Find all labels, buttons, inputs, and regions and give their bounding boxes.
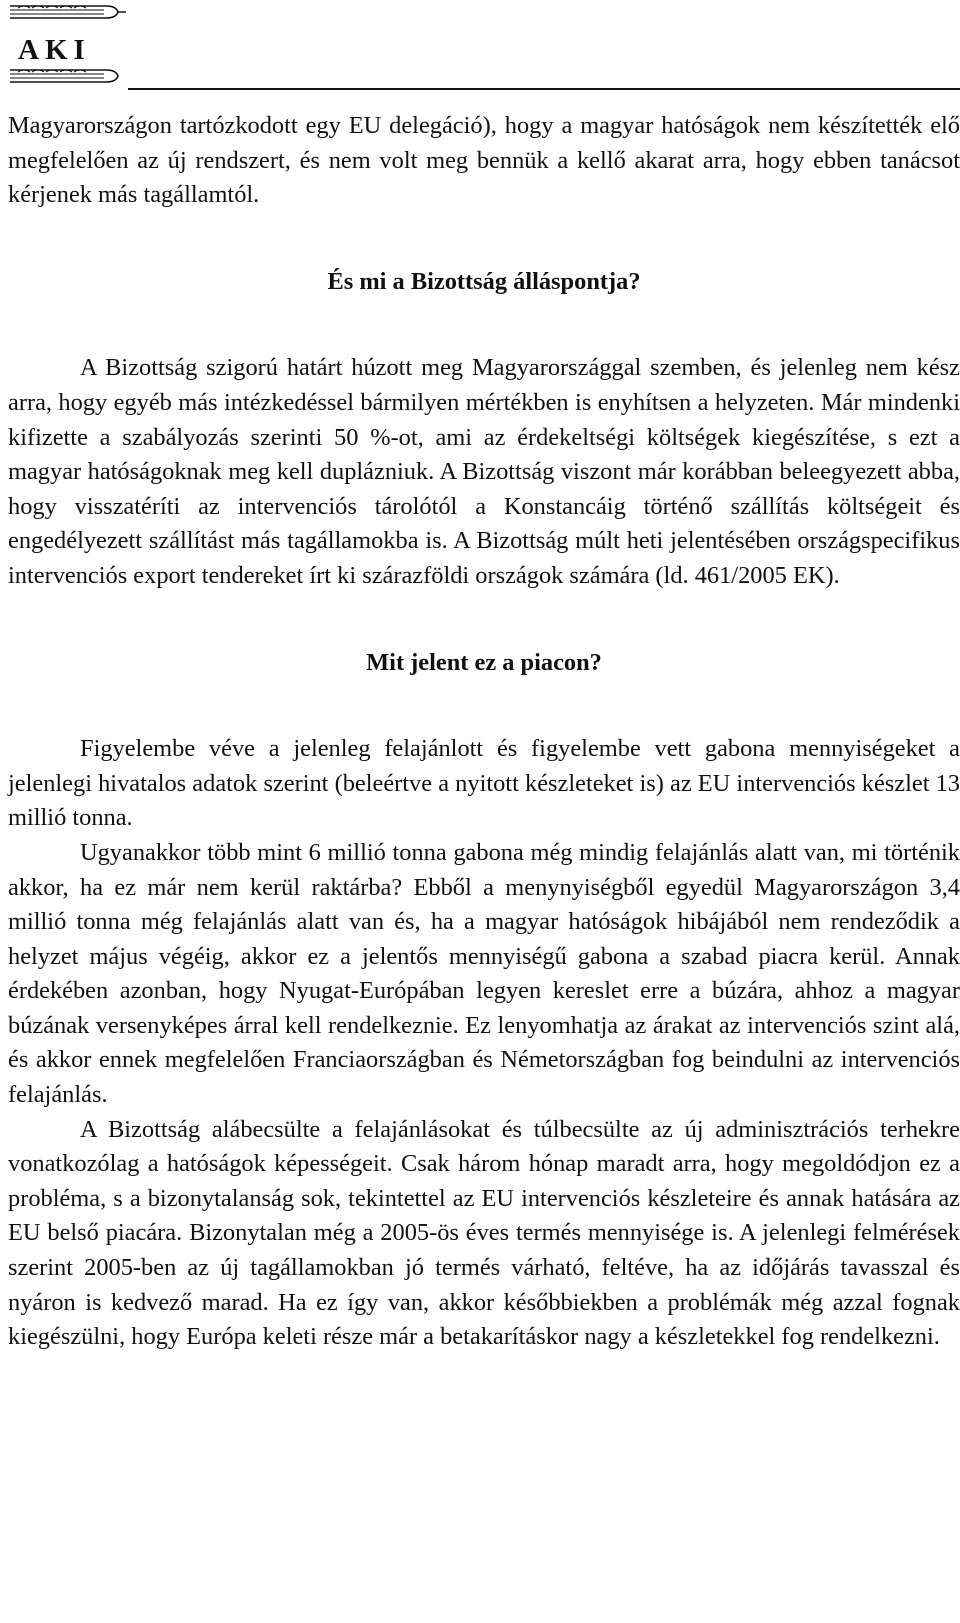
header-rule [128,88,960,90]
document-body [8,109,960,1355]
paragraph-2: A Bizottság szigorú határt húzott meg Magyarországgal szemben, és jelenleg nem kész arra, hogy egyéb más intézkedéssel bármilyen mértékben is enyhítsen a helyzeten. Már mindenki kifizette a szabályozás szerinti 50 %-ot, ami az érdekeltségi költségek kiegészítése, s ezt a magyar hatóságoknak meg kell duplázniuk. A Bizottság viszont már korábban beleegyezett abba, hogy visszatéríti az intervenciós tárolótól a Konstancáig történő szállítás költségeit és engedélyezett szállítást más tagállamokba is. A Bizottság múlt heti jelentésében országspecifikus intervenciós export tendereket írt ki szárazföldi országok számára (ld. 461/2005 EK). [8,354,960,589]
section-heading-2: Mit jelent ez a piacon? [366,648,602,676]
paragraph-1: Magyarországon tartózkodott egy EU delegáció), hogy a magyar hatóságok nem készítették elő megfelelően az új rendszert, és nem volt meg bennük a kellő akarat arra, hogy ebben tanácsot kérjenek más tagállamtól. [8,112,960,209]
paragraph-5: A Bizottság alábecsülte a felajánlásokat és túlbecsülte az új adminisztrációs terhekre vonatkozólag a hatóságok képességeit. Csak három hónap maradt arra, hogy megoldódjon ez a probléma, s a bizonytalanság sok, tekintettel az EU intervenciós készleteire és annak hatására az EU belső piacára. Bizonytalan még a 2005-ös éves termés mennyisége is. A jelenlegi felmérések szerint 2005-ben az új tagállamokban jó termés várható, feltéve, ha az időjárás tavasszal és nyáron is kedvező marad. Ha ez így van, akkor későbbiekben a problémák még azzal fognak kiegészülni, hogy Európa keleti része már a betakarításkor nagy a készletekkel fog rendelkezni. [8,1115,960,1351]
logo-text: AKI [18,34,91,66]
paragraph-3: Figyelembe véve a jelenleg felajánlott és figyelembe vett gabona mennyiségeket a jelenlegi hivatalos adatok szerint (beleértve a nyitott készleteket is) az EU intervenciós készlet 13 millió tonna. [8,735,960,832]
page-header [0,0,960,95]
section-heading-1: És mi a Bizottság álláspontja? [327,267,641,295]
paragraph-4: Ugyanakkor több mint 6 millió tonna gabona még mindig felajánlás alatt van, mi történik akkor, ha ez már nem kerül raktárba? Ebből a menynyiségből egyedül Magyarországon 3,4 millió tonna még felajánlás alatt van és, ha a magyar hatóságok hibájából nem rendeződik a helyzet május végéig, akkor ez a jelentős mennyiségű gabona a szabad piacra kerül. Annak érdekében azonban, hogy Nyugat-Európában legyen kereslet erre a búzára, ahhoz a magyar búzának versenyképes árral kell rendelkeznie. Ez lenyomhatja az árakat az intervenciós szint alá, és akkor ennek megfelelően Franciaországban és Németországban fog beindulni az intervenciós felajánlás. [8,838,960,1109]
